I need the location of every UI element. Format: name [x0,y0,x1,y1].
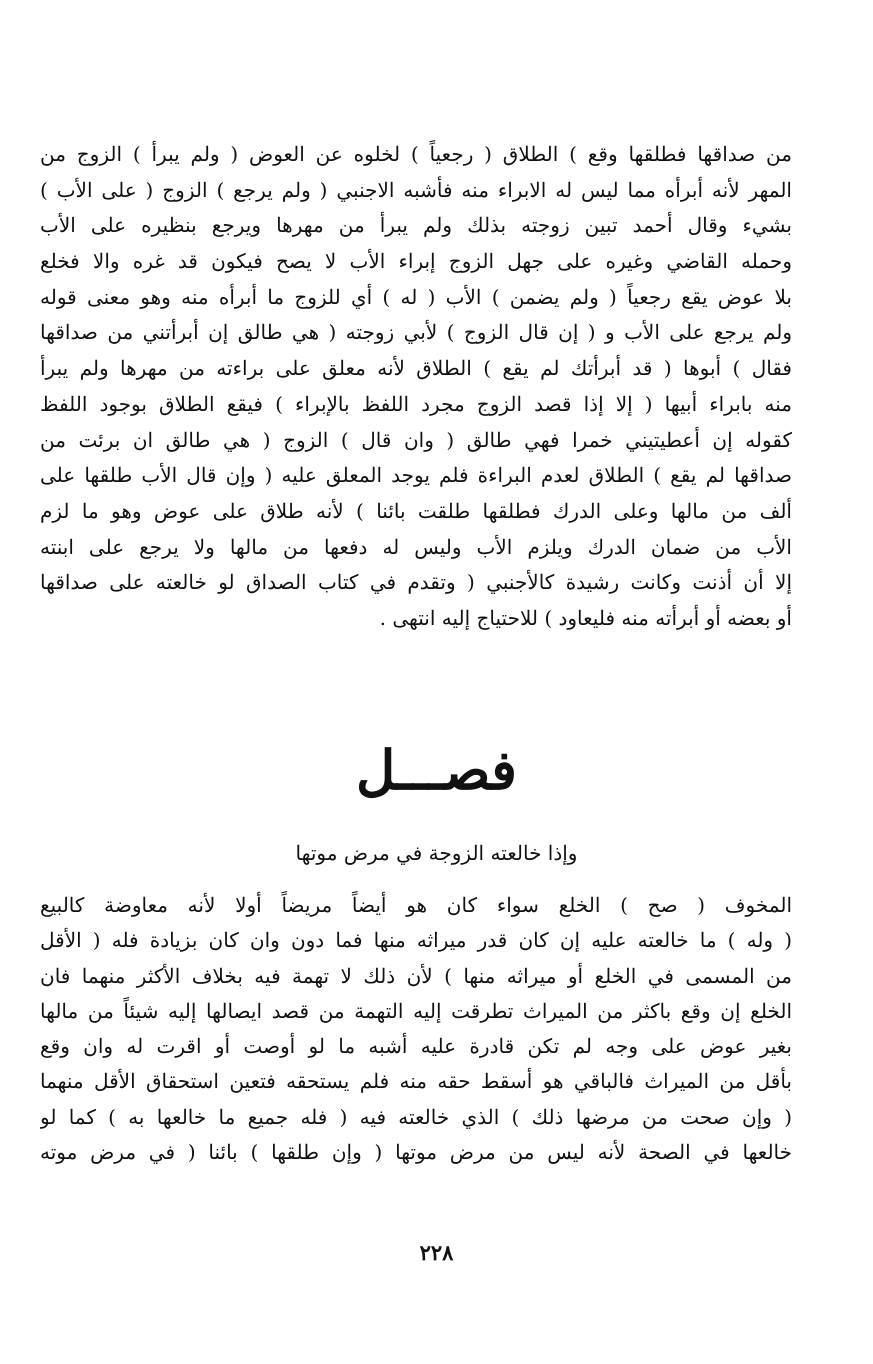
text-line: بلا عوض يقع رجعياً ( ولم يضمن ) الأب ( له ) أي للزوج ما أبرأه منه وهو معنى قوله [40,284,792,309]
text-line: كقوله إن أعطيتيني خمرا فهي طالق ( وان قال ) الزوج ( هي طالق ان برئت من [40,427,792,452]
text-line: الخلع إن وقع باكثر من الميراث تطرقت إليه التهمة من قصد ايصالها إليه شيئاً من مالها [40,998,792,1023]
text-line: فقال ) أبوها ( قد أبرأتك لم يقع ) الطلاق لأنه معلق على براءته من مهرها ولم يبرأ [40,356,792,381]
text-line: من صداقها فطلقها وقع ) الطلاق ( رجعياً ) لخلوه عن العوض ( ولم يبرأ ) الزوج من [40,142,792,166]
page-number: ٢٢٨ [419,1240,454,1265]
section-subheading: وإذا خالعته الزوجة في مرض موتها [295,841,578,865]
text-line: وحمله القاضي وغيره على جهل الزوج إبراء الأب لا يصح فيكون قد غره والا فخلع [40,249,792,274]
text-line: الأب من ضمان الدرك ويلزم الأب وليس له دفعها من مالها ولا يرجع على ابنته [40,534,792,559]
text-line: إلا أن أذنت وكانت رشيدة كالأجنبي ( وتقدم في كتاب الصداق لو خالعته على صداقها [40,570,792,595]
text-line: أو بعضه أو أبرأته منه فليعاود ) للاحتياج إليه انتهى . [379,605,792,630]
text-line: بغير عوض على وجه لم تكن قادرة عليه أشبه ما لو أوصت أو اقرت له وان وقع [40,1034,792,1059]
text-line: بشيء وقال أحمد تبين زوجته بذلك ولم يبرأ من مهرها ويرجع بنظيره على الأب [40,213,792,238]
text-line: المخوف ( صح ) الخلع سواء كان هو أيضاً مريضاً أولا لأنه معاوضة كالبيع [40,893,792,917]
text-line: ( وإن صحت من مرضها ذلك ) الذي خالعته فيه ( فله جميع ما خالعها به ) كما لو [40,1104,792,1129]
text-line: منه بابراء أبيها ( إلا إذا قصد الزوج مجرد اللفظ بالإبراء ) فيقع الطلاق بوجود اللفظ [40,391,792,416]
text-line: خالعها في الصحة لأنه ليس من مرض موتها ( وإن طلقها ) بائنا ( في مرض موته [40,1140,792,1165]
text-line: ولم يرجع على الأب و ( إن قال الزوج ) لأبي زوجته ( هي طالق إن أبرأتني من صداقها [40,320,792,345]
text-line: من المسمى في الخلع أو ميراثه منها ) لأن ذلك لا تهمة فيه بخلاف الأكثر منهما فان [40,963,792,988]
section-heading: فصـــل [356,738,517,802]
text-line: ( وله ) ما خالعته عليه إن كان قدر ميراثه منها فما دون وان كان بزيادة فله ( الأقل [40,928,792,953]
paragraph-1 [40,137,792,637]
paragraph-2 [40,888,792,1170]
text-line: صداقها لم يقع ) الطلاق لعدم البراءة فلم يوجد المعلق عليه ( وإن قال الأب طلقها على [40,463,792,488]
text-line: بأقل من الميراث فالباقي هو أسقط حقه منه فلم يستحقه فتعين استحقاق الأقل منهما [40,1069,792,1094]
text-line: المهر لأنه أبرأه مما ليس له الابراء منه فأشبه الاجنبي ( ولم يرجع ) الزوج ( على الأب ) [40,177,792,202]
text-line: ألف من مالها وعلى الدرك فطلقها طلقت بائنا ) لأنه طلاق على عوض وهو ما لزم [40,498,792,523]
